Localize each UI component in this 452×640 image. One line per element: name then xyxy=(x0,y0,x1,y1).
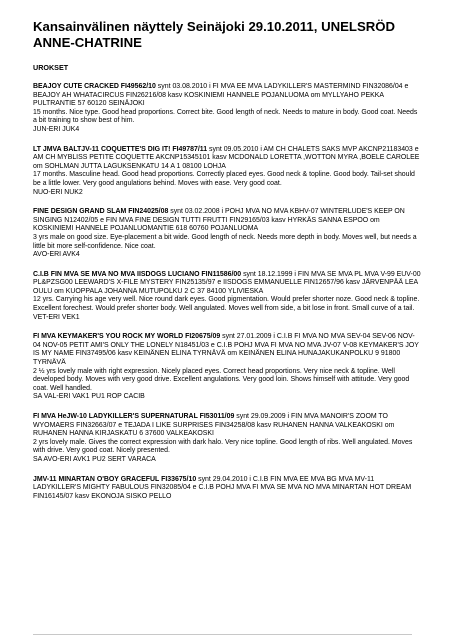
entry-7-head: JMV-11 MINARTAN O'BOY GRACEFUL FI33675/10 xyxy=(33,475,197,483)
section-heading: UROKSET xyxy=(33,63,69,72)
entry-3-text: synt 03.02.2008 i POHJ MVA NO MVA KBHV-07 WINTERLUDE'S KEEP ON SINGING N12402/05 e FIN MVA FINE DESIGN TUTTI FRUTTI FIN29165/03 kasv HYRKÄS SANNA ESPOO om KOSKINIEMI HANNELE POJANLUOMANTIE 618 60760 POJANLUOMA xyxy=(33,208,405,233)
entry-1-head: BEAJOY CUTE CRACKED FI49562/10 xyxy=(33,83,156,90)
entry-1-text: synt 03.08.2010 i FI MVA EE MVA LADYKILLER'S MASTERMIND FIN32086/04 e BEAJOY AH WHATACIRCUS FIN26216/08 kasv KOSKINIEMI HANNELE POJANLUOMA om MYLLYAHO PEKKA PULTRANTIE 57 60120 SEINÄJOKI xyxy=(33,83,409,108)
entry-4-head: C.I.B FIN MVA SE MVA NO MVA IISDOGS LUCIANO FIN11586/00 xyxy=(33,270,242,278)
entry-2-result: NUO-ERI NUK2 xyxy=(33,188,83,196)
entry-3-critique: 3 yrs male on good size. Eye-placement a bit wide. Good length of neck. Needs more depth in body. Moves well, but needs a little bit more self-confidence. Nice coat. xyxy=(33,233,417,250)
entry-4-text: synt 18.12.1999 i FIN MVA SE MVA PL MVA V-99 EUV-00 PL&PZSG00 LEEWARD'S X-FILE MYSTERY FIN25135/97 e IISDOGS EMMANUELLE FIN12657/96 kasv JÄRVENPÄÄ LEA OULU om KUOPPALA JOHANNA MUTUPOLKU 2 C 37 84100 YLIVIESKA xyxy=(33,270,421,295)
entry-5-result: SA VAL-ERI VAK1 PU1 ROP CACIB xyxy=(33,393,145,401)
entry-4-critique: 12 yrs. Carrying his age very well. Nice round dark eyes. Good pigmentation. Would prefer shorter noze. Good neck & topline. Excellent forechest. Would prefer shorter body. Well angulated. Moves well from side, a bit lose in front. Small curve of a tail. xyxy=(33,296,420,313)
entry-6-result: SA AVO-ERI AVK1 PU2 SERT VARACA xyxy=(33,455,156,463)
entry-7-text: synt 29.04.2010 i C.I.B FIN MVA EE MVA BG MVA MV-11 LADYKILLER'S MIGHTY FABULOUS FIN32085/04 e C.I.B POHJ MVA FI MVA SE MVA NO MVA MINARTAN HOT DREAM FIN16145/07 kasv EKONOJA SISKO PELLO xyxy=(33,475,412,500)
title-line-1: Kansainvälinen näyttely Seinäjoki 29.10.2011, UNELSRÖD xyxy=(33,19,396,34)
entry-1 xyxy=(33,83,422,135)
entry-2-head: LT JMVA BALTJV-11 COQUETTE'S DIG IT! FI49787/11 xyxy=(33,145,208,153)
entry-2-critique: 17 months. Masculine head. Good head proportions. Correctly placed eyes. Good neck & topline. Good body. Tail-set should be a little lower. Very good angulations behind. Moves with ease. Very good coat. xyxy=(33,171,415,187)
entry-5-text: synt 27.01.2009 i C.I.B FI MVA NO MVA SEV-04 SEV-06 NOV-04 NOV-05 PETIT AMI'S ONLY THE LONELY N18451/03 e C.I.B POHJ MVA FI MVA NO MVA JV-07 V-08 KEYMAKER'S JOY IS MY NAME FIN37495/06 kasv KEINÄNEN ELINA TYRNÄVÄ om KEINÄNEN ELINA HUNAJAKUKANPOLKU 9 91800 TYRNÄVÄ xyxy=(33,333,419,367)
entry-3-result: AVO-ERI AVK4 xyxy=(33,251,80,259)
entry-1-critique: 15 months. Nice type. Good head proportions. Correct bite. Good length of neck. Needs to mature in body. Good coat. Needs a bit training to show best of him. xyxy=(33,108,418,125)
entry-4-result: VET-ERI VEK1 xyxy=(33,313,80,321)
page-bottom-rule xyxy=(33,634,412,635)
entry-4 xyxy=(33,271,422,323)
document-title xyxy=(33,0,422,51)
entry-7 xyxy=(33,476,422,502)
entry-6-text: synt 29.09.2009 i FIN MVA MANOIR'S ZOOM TO WYOMAERS FIN32663/07 e TEJADA I LIKE SURPRISES FIN34258/08 kasv RUHANEN HANNA VALKEAKOSKI om RUHANEN HANNA KIRJASKATU 6 37600 VALKEAKOSKI xyxy=(33,413,395,438)
title-line-2: ANNE-CHATRINE xyxy=(33,35,142,50)
entry-3-head: FINE DESIGN GRAND SLAM FIN24025/08 xyxy=(33,208,169,216)
entry-1-result: JUN-ERI JUK4 xyxy=(33,125,80,133)
entry-2 xyxy=(33,146,422,198)
entry-3 xyxy=(33,208,422,260)
entry-2-text: synt 09.05.2010 i AM CH CHALETS SAKS MVP AKCNP21183403 e AM CH MYBLISS PETITE COQUETTE AKCNP15345101 kasv MCDONALD LORETTA ,WOTTON MYRA ,BOELE CAROLEE om SOHLMAN JUTTA LAGUKSENKATU 14 A 1 08100 LOHJA xyxy=(33,145,420,170)
entry-5-head: FI MVA KEYMAKER'S YOU ROCK MY WORLD FI20675/09 xyxy=(33,333,221,341)
entry-5 xyxy=(33,333,422,402)
entry-6 xyxy=(33,413,422,465)
entry-6-head: FI MVA HeJW-10 LADYKILLER'S SUPERNATURAL FI53011/09 xyxy=(33,413,235,420)
entry-6-critique: 2 yrs lovely male. Gives the correct expression with dark halo. Very nice topline. Good length of ribs. Well angulated. Moves with drive. Very good coat. Nicely presented. xyxy=(33,438,413,455)
entry-5-critique: 2 ½ yrs lovely male with right expression. Nicely placed eyes. Correct head proportions. Very nice neck & topline. Well developed body. Moves with very good drive. Excellent angulations. Very good loin. Shows himself with attitude. Very good coat. Well handled. xyxy=(33,367,410,392)
